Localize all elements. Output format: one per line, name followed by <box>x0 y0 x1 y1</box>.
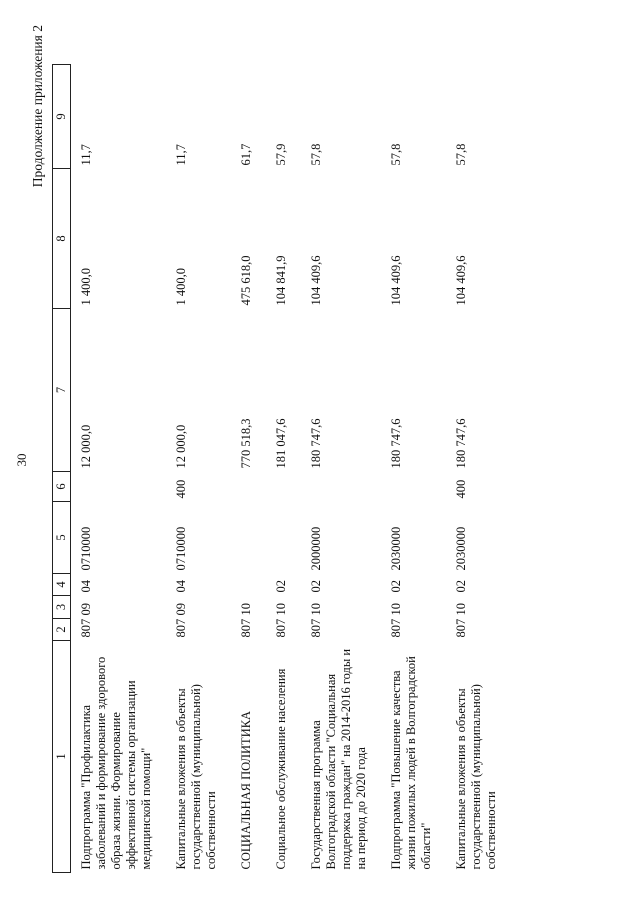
expense-type: 400 <box>174 479 188 499</box>
admin-code: 807 <box>79 618 93 638</box>
column-header: 9 <box>53 65 71 169</box>
executed-amount: 104 409,6 <box>389 255 403 306</box>
executed-amount: 475 618,0 <box>239 255 253 306</box>
table-row <box>166 65 231 873</box>
column-header: 8 <box>53 169 71 309</box>
executed-amount: 1 400,0 <box>174 268 188 306</box>
header-row <box>53 65 71 873</box>
column-header: 4 <box>53 574 71 596</box>
column-header: 2 <box>53 619 71 641</box>
planned-amount: 180 747,6 <box>389 418 403 469</box>
execution-percent: 11,7 <box>79 144 93 166</box>
target-code: 2030000 <box>389 526 403 571</box>
column-header: 5 <box>53 502 71 574</box>
column-header: 7 <box>53 309 71 472</box>
section-code: 10 <box>389 603 403 616</box>
executed-amount: 104 409,6 <box>309 255 323 306</box>
execution-percent: 61,7 <box>239 143 253 166</box>
table-row <box>381 65 446 873</box>
planned-amount: 180 747,6 <box>454 418 468 469</box>
table-row <box>266 65 301 873</box>
table-row <box>71 65 167 873</box>
expense-type <box>381 472 446 502</box>
column-header: 6 <box>53 472 71 502</box>
section-code: 10 <box>239 603 253 616</box>
item-name: Подпрограмма "Повышение качества жизни пожилых людей в Волгоградской области" <box>389 656 433 870</box>
column-header: 3 <box>53 596 71 619</box>
budget-table <box>52 64 511 873</box>
table-row <box>446 65 511 873</box>
execution-percent: 57,8 <box>389 143 403 166</box>
subsection-code: 04 <box>79 580 93 593</box>
item-name: Социальное обслуживание населения <box>274 668 288 870</box>
table-row <box>301 65 381 873</box>
section-code: 09 <box>174 603 188 616</box>
item-name: Государственная программа Волгоградской области "Социальная поддержка граждан" на 2014-2016 годы и на период до 2020 года <box>309 648 368 870</box>
target-code: 0710000 <box>79 526 93 571</box>
execution-percent: 57,9 <box>274 143 288 166</box>
column-header: 1 <box>53 641 71 873</box>
executed-amount: 104 841,9 <box>274 255 288 306</box>
expense-type <box>301 472 381 502</box>
subsection-code: 02 <box>454 580 468 593</box>
section-code: 09 <box>79 603 93 616</box>
admin-code: 807 <box>389 618 403 638</box>
subsection-code: 04 <box>174 580 188 593</box>
page-number: 30 <box>14 453 29 467</box>
item-name: Капитальные вложения в объекты государственной (муниципальной) собственности <box>174 684 218 870</box>
admin-code: 807 <box>274 618 288 638</box>
admin-code: 807 <box>454 618 468 638</box>
execution-percent: 57,8 <box>454 143 468 166</box>
section-code: 10 <box>454 603 468 616</box>
table-body <box>71 65 512 873</box>
subsection-code <box>231 574 266 596</box>
expense-type <box>231 472 266 502</box>
execution-percent: 11,7 <box>174 144 188 166</box>
expense-type <box>266 472 301 502</box>
admin-code: 807 <box>239 618 253 638</box>
item-name: Подпрограмма "Профилактика заболеваний и формирование здорового образа жизни. Формирование эффективной системы организации медицинской помощи" <box>79 656 153 870</box>
expense-type: 400 <box>454 479 468 499</box>
admin-code: 807 <box>174 618 188 638</box>
item-name: Капитальные вложения в объекты государственной (муниципальной) собственности <box>454 684 498 870</box>
execution-percent: 57,8 <box>309 143 323 166</box>
target-code: 0710000 <box>174 526 188 571</box>
appendix-caption: Продолжение приложения 2 <box>30 25 45 188</box>
target-code: 2000000 <box>309 526 323 571</box>
expense-type <box>71 472 167 502</box>
subsection-code: 02 <box>274 580 288 593</box>
subsection-code: 02 <box>389 580 403 593</box>
target-code <box>266 502 301 574</box>
item-name: СОЦИАЛЬНАЯ ПОЛИТИКА <box>239 710 253 870</box>
planned-amount: 770 518,3 <box>239 418 253 469</box>
executed-amount: 1 400,0 <box>79 268 93 306</box>
table-row <box>231 65 266 873</box>
target-code <box>231 502 266 574</box>
planned-amount: 181 047,6 <box>274 418 288 469</box>
executed-amount: 104 409,6 <box>454 255 468 306</box>
section-code: 10 <box>274 603 288 616</box>
target-code: 2030000 <box>454 526 468 571</box>
subsection-code: 02 <box>309 580 323 593</box>
planned-amount: 12 000,0 <box>174 424 188 469</box>
planned-amount: 12 000,0 <box>79 424 93 469</box>
admin-code: 807 <box>309 618 323 638</box>
planned-amount: 180 747,6 <box>309 418 323 469</box>
section-code: 10 <box>309 603 323 616</box>
